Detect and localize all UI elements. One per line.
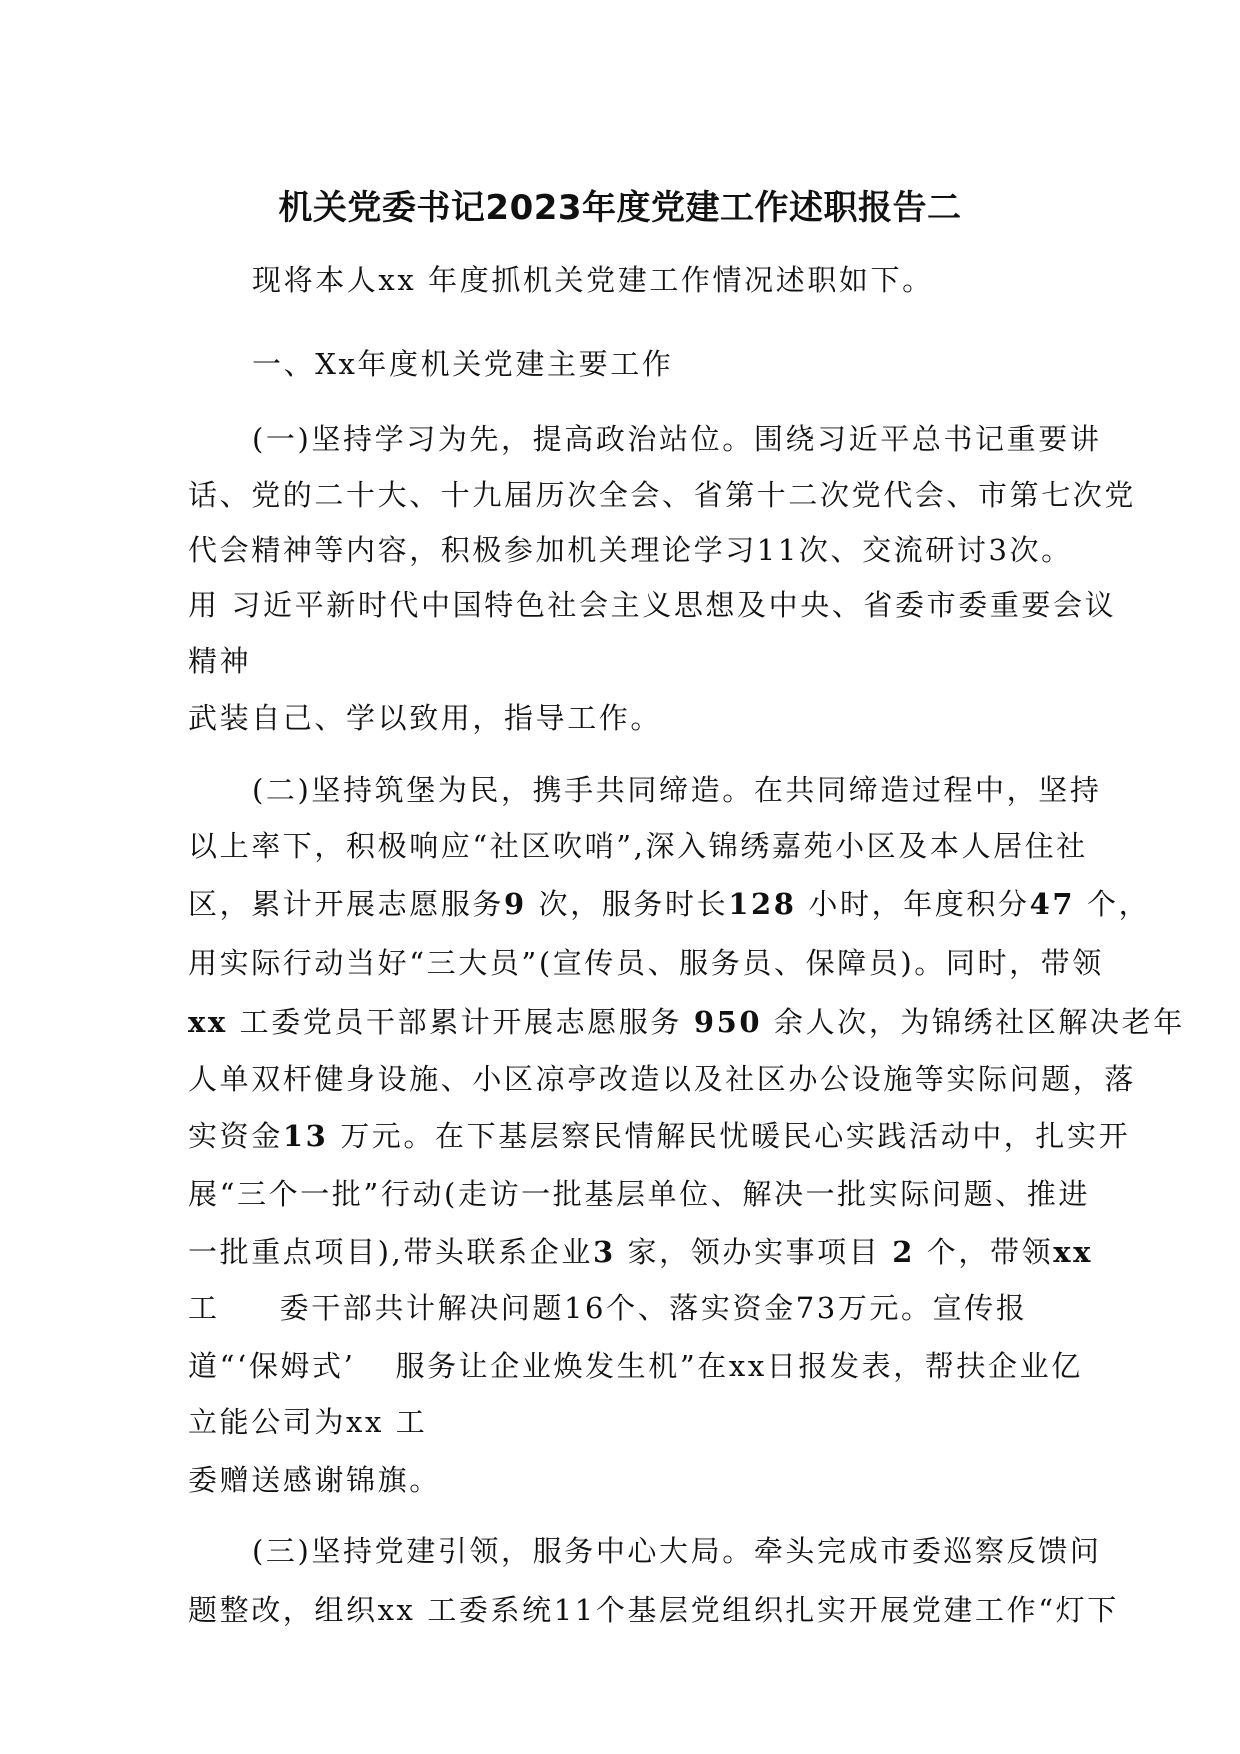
section-heading: 一、Xx年度机关党建主要工作: [252, 347, 674, 381]
paragraph-2-line: 用实际行动当好“三大员”(宣传员、服务员、保障员)。同时，带领: [188, 946, 1104, 980]
text-run: 道“‘保姆式’: [188, 1349, 356, 1383]
paragraph-2-line: [188, 1232, 1093, 1272]
paragraph-2-line: 立能公司为xx 工: [188, 1405, 428, 1439]
document-title: 机关党委书记2023年度党建工作述职报告二: [278, 188, 962, 228]
text-run: 工: [188, 1291, 220, 1325]
text-run: 一批重点项目),带头联系企业: [188, 1235, 593, 1269]
text-run: 实资金: [188, 1119, 283, 1153]
paragraph-2-line: 人单双杆健身设施、小区凉亭改造以及社区办公设施等实际问题，落: [188, 1062, 1137, 1096]
number-volunteer-times: 9: [504, 887, 527, 921]
text-run: 家，领办实事项目: [627, 1235, 881, 1269]
paragraph-2-line: [188, 1288, 1027, 1328]
text-run: 余人次，为锦绣社区解决老年: [774, 1005, 1185, 1039]
paragraph-2-line: 以上率下，积极响应“社区吹哨”,深入锦绣嘉苑小区及本人居住社: [188, 829, 1088, 863]
paragraph-1-line: 武装自己、学以致用，指导工作。: [188, 701, 663, 735]
paragraph-1-line: 代会精神等内容，积极参加机关理论学习11次、交流研讨3次。: [188, 533, 1073, 567]
paragraph-2-line: 展“三个一批”行动(走访一批基层单位、解决一批实际问题、推进: [188, 1177, 1090, 1211]
text-run: 小时，年度积分: [808, 887, 1030, 921]
intro-paragraph: 现将本人xx 年度抓机关党建工作情况述职如下。: [252, 263, 934, 297]
text-run: 区，累计开展志愿服务: [188, 887, 505, 921]
text-run: xx: [188, 1005, 228, 1039]
text-run: 次，服务时长: [538, 887, 729, 921]
number-enterprises: 3: [592, 1235, 616, 1269]
paragraph-2-line: [188, 1346, 1083, 1386]
paragraph-2-line: (二)坚持筑堡为民，携手共同缔造。在共同缔造过程中，坚持: [252, 773, 1102, 807]
number-annual-points: 47: [1029, 887, 1076, 921]
number-service-hours: 128: [728, 887, 797, 921]
text-run: 个，: [1087, 887, 1151, 921]
paragraph-2-line: 委赠送感谢锦旗。: [188, 1463, 441, 1497]
number-person-times: 950: [693, 1005, 763, 1039]
paragraph-1-line: 话、党的二十大、十九届历次全会、省第十二次党代会、市第七次党: [188, 478, 1137, 512]
text-run: 服务让企业焕发生机”在xx日报发表，帮扶企业亿: [395, 1349, 1083, 1383]
paragraph-2-line: [188, 1116, 1130, 1156]
paragraph-2-line: [188, 884, 1150, 924]
number-projects: 2: [892, 1235, 915, 1269]
paragraph-1-line: 精神: [188, 644, 252, 678]
paragraph-3-line: 题整改，组织xx 工委系统11个基层党组织扎实开展党建工作“灯下: [188, 1593, 1119, 1627]
paragraph-3-line: (三)坚持党建引领，服务中心大局。牵头完成市委巡察反馈问: [252, 1534, 1102, 1568]
text-run: 工委党员干部累计开展志愿服务: [239, 1005, 683, 1039]
paragraph-1-line: 用 习近平新时代中国特色社会主义思想及中央、省委市委重要会议: [188, 588, 1117, 622]
text-run: xx: [1053, 1235, 1093, 1269]
text-run: 个，带领: [926, 1235, 1054, 1269]
text-run: 万元。在下基层察民情解民忧暖民心实践活动中，扎实开: [340, 1119, 1131, 1153]
paragraph-2-line: [188, 1002, 1185, 1042]
text-run: 委干部共计解决问题16个、落实资金73万元。宣传报: [279, 1291, 1028, 1325]
paragraph-1-line: (一)坚持学习为先，提高政治站位。围绕习近平总书记重要讲: [252, 422, 1102, 456]
number-funds: 13: [282, 1119, 329, 1153]
